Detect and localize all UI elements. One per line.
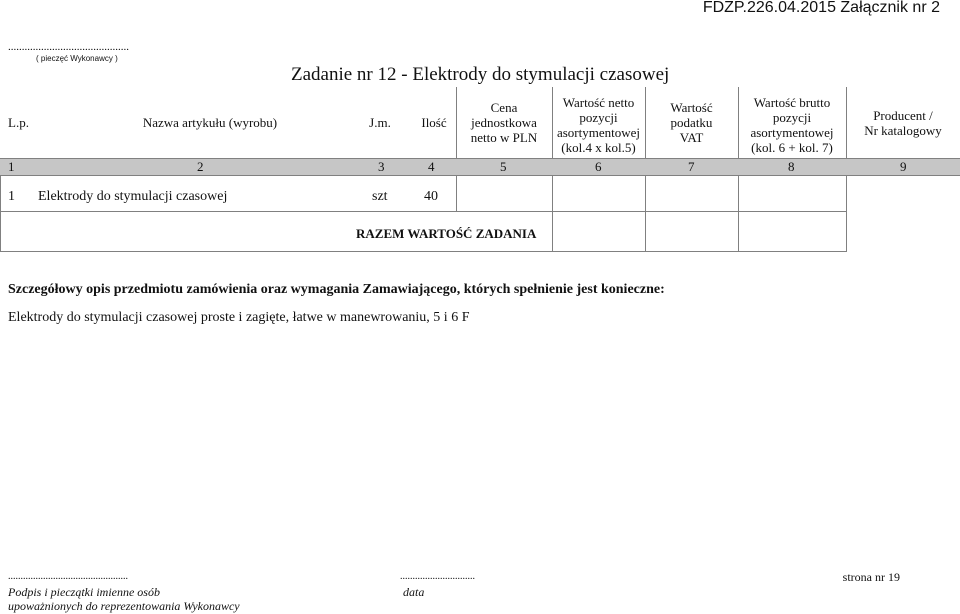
signature-dots: ................................................ <box>8 571 128 582</box>
col-header-unit-price: Cena jednostkowa netto w PLN <box>470 100 538 145</box>
column-number-row <box>0 158 960 175</box>
col-header-producer: Producent / Nr katalogowy <box>864 107 942 138</box>
column-number: 8 <box>788 159 795 174</box>
col-header-qty: Ilość <box>421 115 447 130</box>
col-header-gross-value: Wartość brutto pozycji asortymentowej (kol. 6 + kol. 7) <box>750 95 834 155</box>
signature-label-1: Podpis i pieczątki imienne osób <box>8 585 160 599</box>
description-text: Elektrody do stymulacji czasowej proste i zagięte, łatwe w manewrowaniu, 5 i 6 F <box>8 310 470 325</box>
column-number: 6 <box>595 159 602 174</box>
col-header-vat: Wartość podatku VAT <box>670 100 713 145</box>
document-reference: FDZP.226.04.2015 Załącznik nr 2 <box>702 0 940 16</box>
date-dots: .............................. <box>400 571 475 582</box>
stamp-caption: ( pieczęć Wykonawcy ) <box>36 54 118 63</box>
description-heading: Szczegółowy opis przedmiotu zamówienia oraz wymagania Zamawiającego, których spełnienie jest konieczne: <box>8 282 665 297</box>
pricing-table <box>0 87 960 253</box>
page-number: strona nr 19 <box>842 570 900 584</box>
column-number: 9 <box>900 159 907 174</box>
date-label: data <box>403 585 425 599</box>
row-item-name: Elektrody do stymulacji czasowej <box>38 189 228 204</box>
row-lp: 1 <box>8 189 15 204</box>
col-header-lp: L.p. <box>8 115 29 130</box>
col-header-net-value: Wartość netto pozycji asortymentowej (kol.4 x kol.5) <box>556 95 641 155</box>
column-number: 4 <box>428 159 435 174</box>
signature-label-2: upoważnionych do reprezentowania Wykonawcy <box>8 599 240 613</box>
col-header-name: Nazwa artykułu (wyrobu) <box>142 115 278 130</box>
col-header-unit: J.m. <box>369 115 391 130</box>
total-label: RAZEM WARTOŚĆ ZADANIA <box>356 226 537 241</box>
page-title: Zadanie nr 12 - Elektrody do stymulacji czasowej <box>291 64 670 85</box>
row-unit: szt <box>372 189 388 204</box>
column-number: 3 <box>378 159 385 174</box>
column-number: 5 <box>500 159 507 174</box>
column-number: 1 <box>8 159 15 174</box>
stamp-dots: ............................................ <box>8 41 129 53</box>
row-quantity: 40 <box>424 189 438 204</box>
column-number: 7 <box>688 159 695 174</box>
column-number: 2 <box>197 159 204 174</box>
